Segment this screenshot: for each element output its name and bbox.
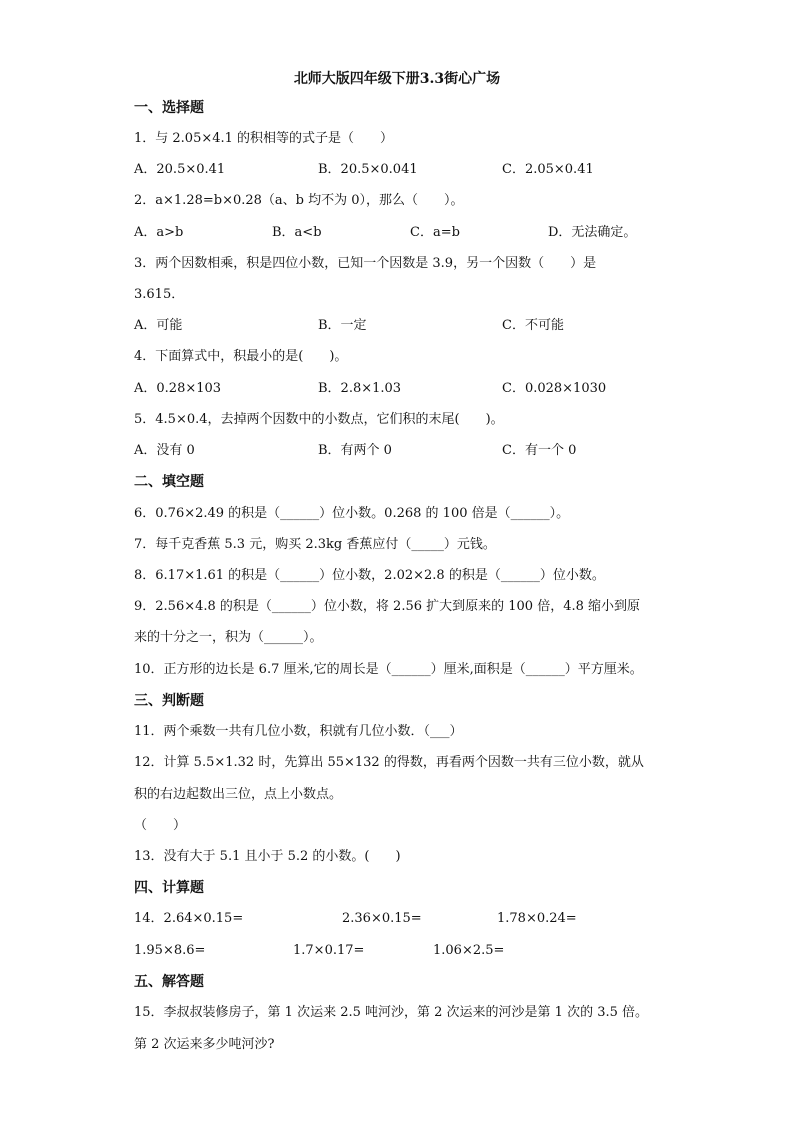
- q5-option-c: C．有一个 0: [502, 443, 577, 458]
- question-13: 13．没有大于 5.1 且小于 5.2 的小数。( ): [134, 849, 401, 864]
- question-12-answer: （ ）: [134, 818, 187, 833]
- q14-expression-4: 1.95×8.6=: [134, 943, 206, 958]
- q1-option-b: B．20.5×0.041: [318, 162, 418, 177]
- q5-option-b: B．有两个 0: [318, 443, 392, 458]
- question-10: 10．正方形的边长是 6.7 厘米,它的周长是（______）厘米,面积是（______）平方厘米。: [134, 662, 643, 677]
- question-4: 4．下面算式中，积最小的是( )。: [134, 349, 348, 364]
- q3-option-a: A．可能: [134, 318, 183, 333]
- section-heading-fill: 二、填空题: [134, 474, 204, 490]
- question-2: 2．a×1.28=b×0.28（a、b 均不为 0），那么（ ）。: [134, 193, 464, 208]
- question-9-line-1: 9．2.56×4.8 的积是（______）位小数，将 2.56 扩大到原来的 100 倍，4.8 缩小到原: [134, 599, 641, 614]
- q1-option-c: C．2.05×0.41: [502, 162, 594, 177]
- question-15-line-1: 15．李叔叔装修房子，第 1 次运来 2.5 吨河沙，第 2 次运来的河沙是第 1 次的 3.5 倍。: [134, 1005, 649, 1020]
- q3-option-c: C．不可能: [502, 318, 564, 333]
- q4-option-c: C．0.028×1030: [502, 381, 607, 396]
- q3-option-b: B．一定: [318, 318, 367, 333]
- q1-option-a: A．20.5×0.41: [134, 162, 226, 177]
- section-heading-choice: 一、选择题: [134, 100, 204, 116]
- question-3-line-2: 3.615．: [134, 287, 185, 302]
- question-15-line-2: 第 2 次运来多少吨河沙?: [134, 1037, 275, 1052]
- question-8: 8．6.17×1.61 的积是（______）位小数，2.02×2.8 的积是（______）位小数。: [134, 568, 605, 583]
- q5-option-a: A．没有 0: [134, 443, 195, 458]
- question-1: 1．与 2.05×4.1 的积相等的式子是（ ）: [134, 131, 394, 146]
- q4-option-a: A．0.28×103: [134, 381, 222, 396]
- question-12-line-2: 积的右边起数出三位，点上小数点。: [134, 787, 343, 802]
- question-5: 5．4.5×0.4，去掉两个因数中的小数点，它们积的末尾( )。: [134, 412, 504, 427]
- q14-expression-6: 1.06×2.5=: [433, 943, 505, 958]
- q14-expression-3: 1.78×0.24=: [497, 911, 577, 926]
- question-9-line-2: 来的十分之一，积为（______）。: [134, 630, 323, 645]
- question-7: 7．每千克香蕉 5.3 元，购买 2.3kg 香蕉应付（_____）元钱。: [134, 537, 496, 552]
- question-12-line-1: 12．计算 5.5×1.32 时，先算出 55×132 的得数，再看两个因数一共有三位小数，就从: [134, 755, 644, 770]
- q14-expression-2: 2.36×0.15=: [342, 911, 422, 926]
- q2-option-c: C．a=b: [410, 225, 460, 240]
- q2-option-d: D．无法确定。: [548, 225, 637, 240]
- question-3-line-1: 3．两个因数相乘，积是四位小数，已知一个因数是 3.9，另一个因数（ ）是: [134, 256, 597, 271]
- q2-option-b: B．a<b: [272, 225, 322, 240]
- section-heading-judge: 三、判断题: [134, 693, 204, 709]
- q2-option-a: A．a>b: [134, 225, 184, 240]
- question-11: 11．两个乘数一共有几位小数，积就有几位小数．（___）: [134, 724, 463, 739]
- q14-expression-5: 1.7×0.17=: [293, 943, 365, 958]
- q4-option-b: B．2.8×1.03: [318, 381, 402, 396]
- q14-expression-1: 14．2.64×0.15=: [134, 911, 244, 926]
- section-heading-calc: 四、计算题: [134, 880, 204, 896]
- page-title: 北师大版四年级下册3.3街心广场: [293, 71, 501, 87]
- section-heading-solve: 五、解答题: [134, 974, 204, 990]
- question-6: 6．0.76×2.49 的积是（______）位小数。0.268 的 100 倍是（______）。: [134, 506, 570, 521]
